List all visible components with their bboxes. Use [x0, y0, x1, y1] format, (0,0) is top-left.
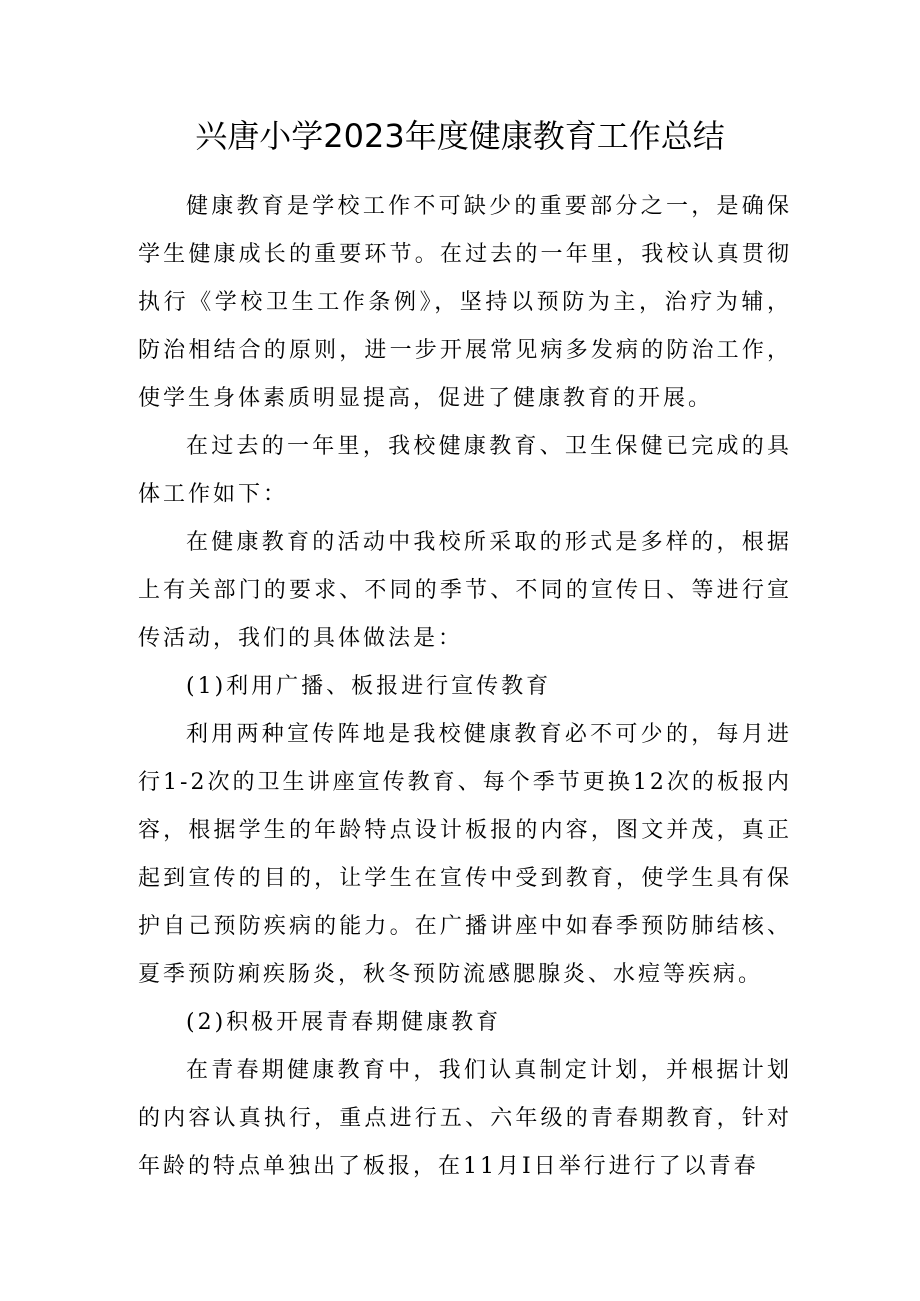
section-heading-2: (2)积极开展青春期健康教育: [186, 1010, 502, 1035]
paragraph-broadcast: 利用两种宣传阵地是我校健康教育必不可少的，每月进行1-2次的卫生讲座宣传教育、每个季节更换12次的板报内容，根据学生的年龄特点设计板报的内容，图文并茂，真正起到宣传的目的，让学生在宣传中受到教育，使学生具有保护自己预防疾病的能力。在广播讲座中如春季预防肺结核、夏季预防痢疾肠炎，秋冬预防流感腮腺炎、水痘等疾病。: [138, 722, 792, 987]
paragraph-adolescence: 在青春期健康教育中，我们认真制定计划，并根据计划的内容认真执行，重点进行五、六年级的青春期教育，针对年龄的特点单独出了板报，在11月I日举行进行了以青春: [138, 1058, 792, 1179]
paragraph-intro: 健康教育是学校工作不可缺少的重要部分之一，是确保学生健康成长的重要环节。在过去的一年里，我校认真贯彻执行《学校卫生工作条例》，坚持以预防为主，治疗为辅，防治相结合的原则，进一步开展常见病多发病的防治工作，使学生身体素质明显提高，促进了健康教育的开展。: [138, 194, 792, 411]
document-title: 兴唐小学2023年度健康教育工作总结: [195, 117, 725, 155]
paragraph-overview: 在过去的一年里，我校健康教育、卫生保健已完成的具体工作如下：: [138, 434, 792, 507]
document-body: [138, 183, 792, 1191]
section-heading-1: (1)利用广播、板报进行宣传教育: [186, 674, 552, 699]
paragraph-methods: 在健康教育的活动中我校所采取的形式是多样的，根据上有关部门的要求、不同的季节、不同的宣传日、等进行宣传活动，我们的具体做法是：: [138, 530, 792, 651]
